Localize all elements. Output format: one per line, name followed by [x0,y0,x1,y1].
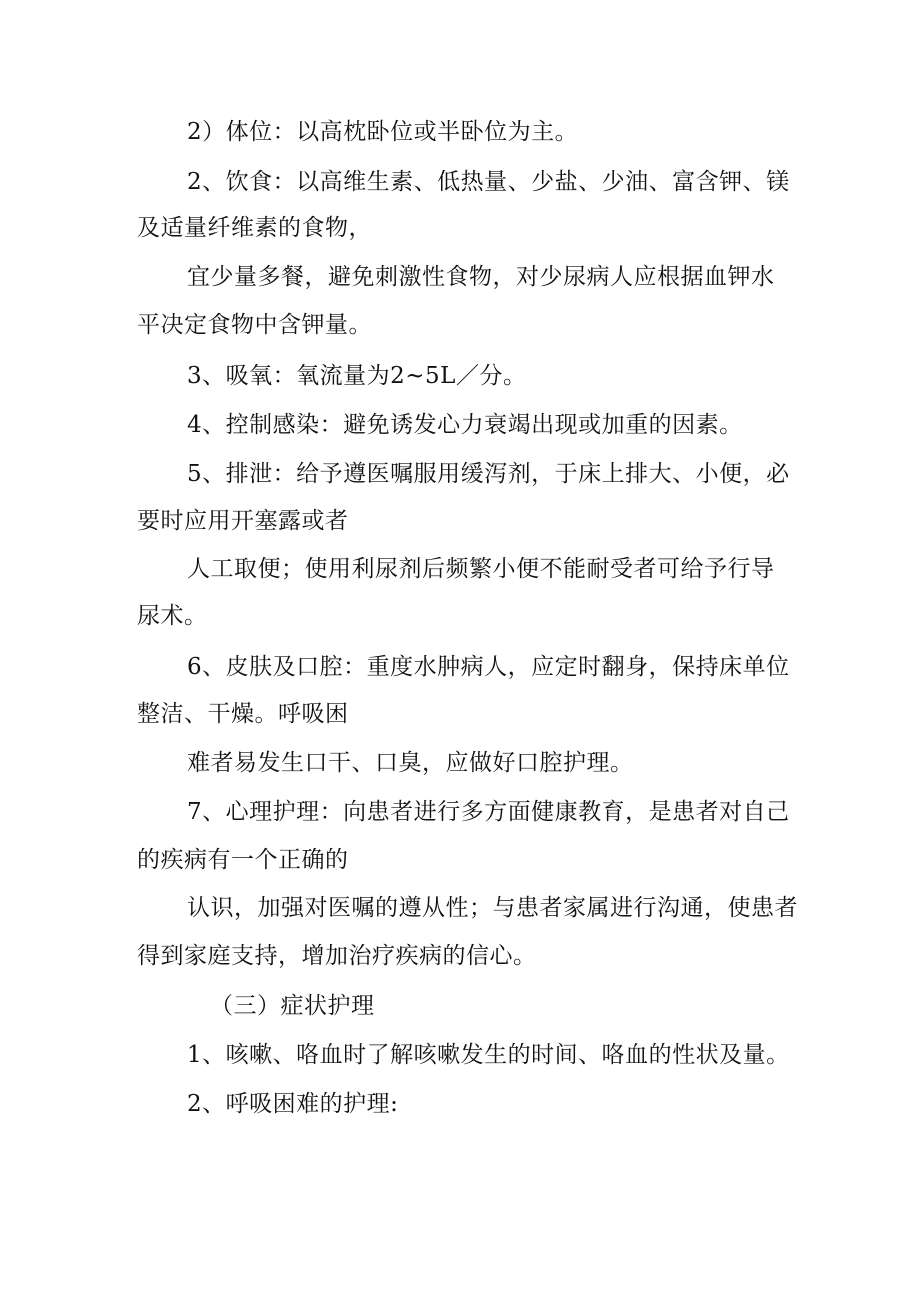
paragraph-line: 及适量纤维素的食物， [137,215,372,241]
paragraph-line: 3、吸氧：氧流量为2~5L／分。 [187,363,527,389]
paragraph-line: 要时应用开塞露或者 [137,508,349,534]
paragraph-line: 的疾病有一个正确的 [137,847,349,873]
paragraph-line: 2、饮食：以高维生素、低热量、少盐、少油、富含钾、镁 [187,169,790,195]
paragraph-line: 2）体位：以高枕卧位或半卧位为主。 [187,119,579,145]
paragraph-line: 2、呼吸困难的护理: [187,1091,399,1117]
paragraph-line: 难者易发生口干、口臭，应做好口腔护理。 [187,750,634,776]
paragraph-line: 整洁、干燥。呼吸困 [137,701,349,727]
paragraph-line: 人工取便；使用利尿剂后频繁小便不能耐受者可给予行导 [187,556,775,582]
paragraph-line: 5、排泄：给予遵医嘱服用缓泻剂，于床上排大、小便，必 [187,461,790,487]
section-heading: （三）症状护理 [210,993,375,1019]
paragraph-line: 得到家庭支持，增加治疗疾病的信心。 [137,943,537,969]
paragraph-line: 宜少量多餐，避免刺激性食物，对少尿病人应根据血钾水 [187,264,775,290]
paragraph-line: 4、控制感染：避免诱发心力衰竭出现或加重的因素。 [187,412,743,438]
paragraph-line: 1、咳嗽、咯血时了解咳嗽发生的时间、咯血的性状及量。 [187,1042,790,1068]
paragraph-line: 6、皮肤及口腔：重度水肿病人，应定时翻身，保持床单位 [187,654,790,680]
paragraph-line: 7、心理护理：向患者进行多方面健康教育，是患者对自己 [187,799,790,825]
paragraph-line: 认识，加强对医嘱的遵从性；与患者家属进行沟通，使患者 [187,895,798,921]
paragraph-line: 尿术。 [137,603,208,629]
paragraph-line: 平决定食物中含钾量。 [137,312,372,338]
